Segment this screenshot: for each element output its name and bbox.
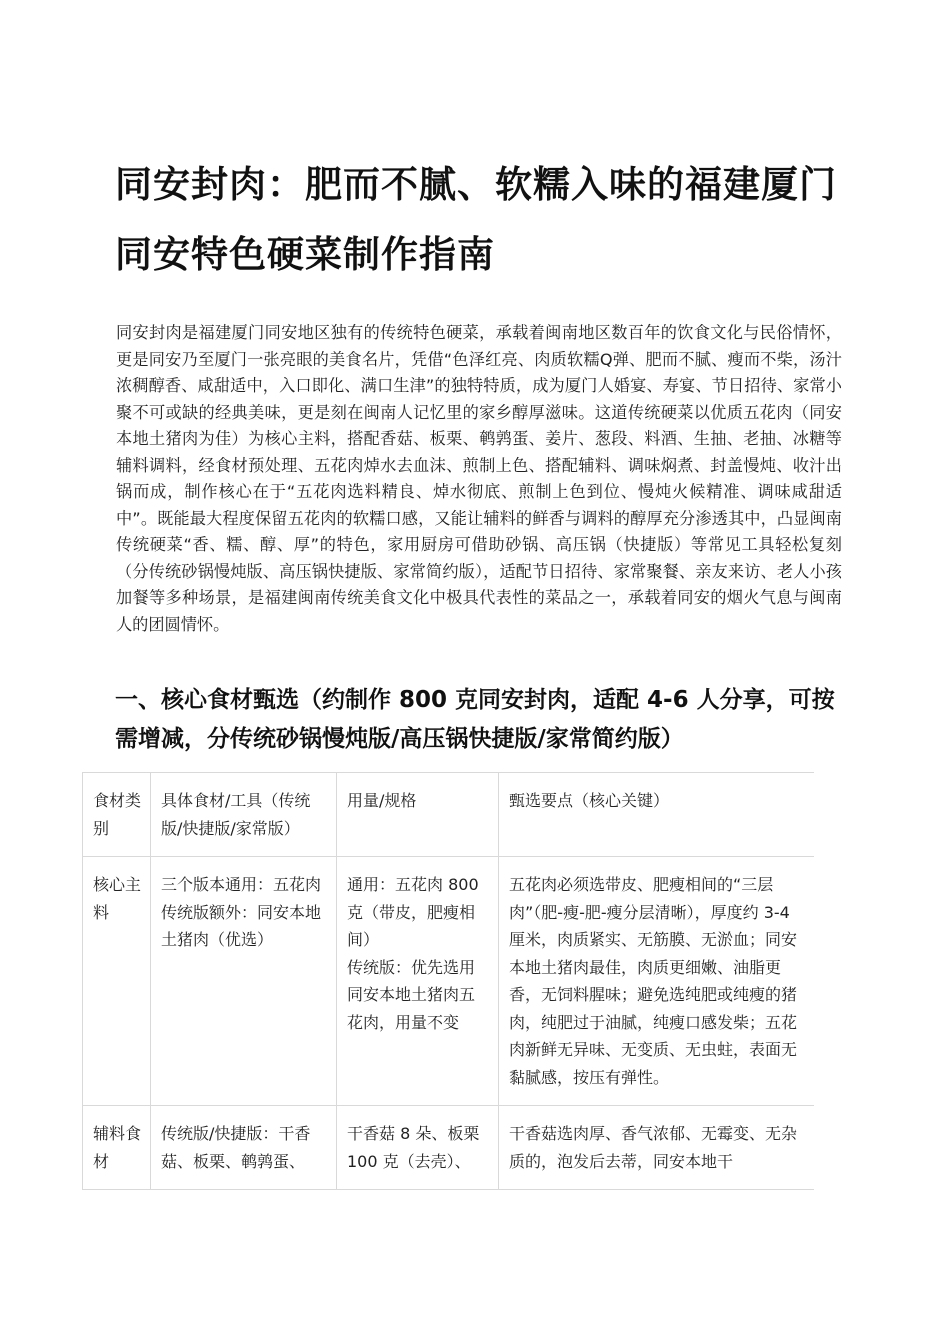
table-cell-items (151, 1106, 337, 1190)
ingredients-table (82, 772, 814, 1190)
table-cell-line: 传统版：优先选用同安本地土猪肉五花肉，用量不变 (347, 957, 476, 1032)
document-title: 同安封肉：肥而不腻、软糯入味的福建厦门同安特色硬菜制作指南 (115, 163, 837, 276)
table-cell-category: 核心主料 (83, 857, 151, 1106)
section-heading-ingredients: 一、核心食材甄选（约制作 800 克同安封肉，适配 4-6 人分享，可按需增减，分传统砂锅慢炖版/高压锅快捷版/家常简约版） (115, 687, 835, 752)
table-cell-key-points: 五花肉必须选带皮、肥瘦相间的“三层肉”（肥-瘦-肥-瘦分层清晰），厚度约 3-4 厘米，肉质紧实、无筋膜、无淤血；同安本地土猪肉最佳，肉质更细嫩、油脂更香，无饲料腥味；避免选纯肥或纯瘦的猪肉，纯肥过于油腻，纯瘦口感发柴；五花肉新鲜无异味、无变质、无虫蛀，表面无黏腻感，按压有弹性。 (499, 857, 815, 1106)
table-header-cell: 用量/规格 (337, 773, 499, 857)
table-cell-line: 传统版/快捷版：干香菇、板栗、鹌鹑蛋、 (161, 1124, 311, 1171)
table-cell-line: 干香菇 8 朵、板栗 100 克（去壳）、 (347, 1124, 480, 1171)
table-header-cell: 甄选要点（核心关键） (499, 773, 815, 857)
table-header-cell: 具体食材/工具（传统版/快捷版/家常版） (151, 773, 337, 857)
table-cell-category: 辅料食材 (83, 1106, 151, 1190)
table-row (83, 857, 815, 1106)
intro-paragraph: 同安封肉是福建厦门同安地区独有的传统特色硬菜，承载着闽南地区数百年的饮食文化与民俗情怀，更是同安乃至厦门一张亮眼的美食名片，凭借“色泽红亮、肉质软糯Q弹、肥而不腻、瘦而不柴，汤汁浓稠醇香、咸甜适中，入口即化、满口生津”的独特特质，成为厦门人婚宴、寿宴、节日招待、家常小聚不可或缺的经典美味，更是刻在闽南人记忆里的家乡醇厚滋味。这道传统硬菜以优质五花肉（同安本地土猪肉为佳）为核心主料，搭配香菇、板栗、鹌鹑蛋、姜片、葱段、料酒、生抽、老抽、冰糖等辅料调料，经食材预处理、五花肉焯水去血沫、煎制上色、搭配辅料、调味焖煮、封盖慢炖、收汁出锅而成，制作核心在于“五花肉选料精良、焯水彻底、煎制上色到位、慢炖火候精准、调味咸甜适中”。既能最大程度保留五花肉的软糯口感，又能让辅料的鲜香与调料的醇厚充分渗透其中，凸显闽南传统硬菜“香、糯、醇、厚”的特色，家用厨房可借助砂锅、高压锅（快捷版）等常见工具轻松复刻（分传统砂锅慢炖版、高压锅快捷版、家常简约版），适配节日招待、家常聚餐、亲友来访、老人小孩加餐等多种场景，是福建闽南传统美食文化中极具代表性的菜品之一，承载着同安的烟火气息与闽南人的团圆情怀。 (116, 323, 842, 634)
table-header-row (83, 773, 815, 857)
table-cell-amount (337, 857, 499, 1106)
table-cell-amount (337, 1106, 499, 1190)
table-row (83, 1106, 815, 1190)
table-cell-line: 通用：五花肉 800 克（带皮，肥瘦相间） (347, 875, 479, 949)
table-cell-key-points: 干香菇选肉厚、香气浓郁、无霉变、无杂质的，泡发后去蒂，同安本地干 (499, 1106, 815, 1190)
table-cell-items (151, 857, 337, 1106)
table-cell-line: 三个版本通用：五花肉 (161, 875, 322, 894)
table-header-cell: 食材类别 (83, 773, 151, 857)
ingredients-table-container (82, 772, 814, 1200)
table-cell-line: 传统版额外：同安本地土猪肉（优选） (161, 902, 322, 949)
